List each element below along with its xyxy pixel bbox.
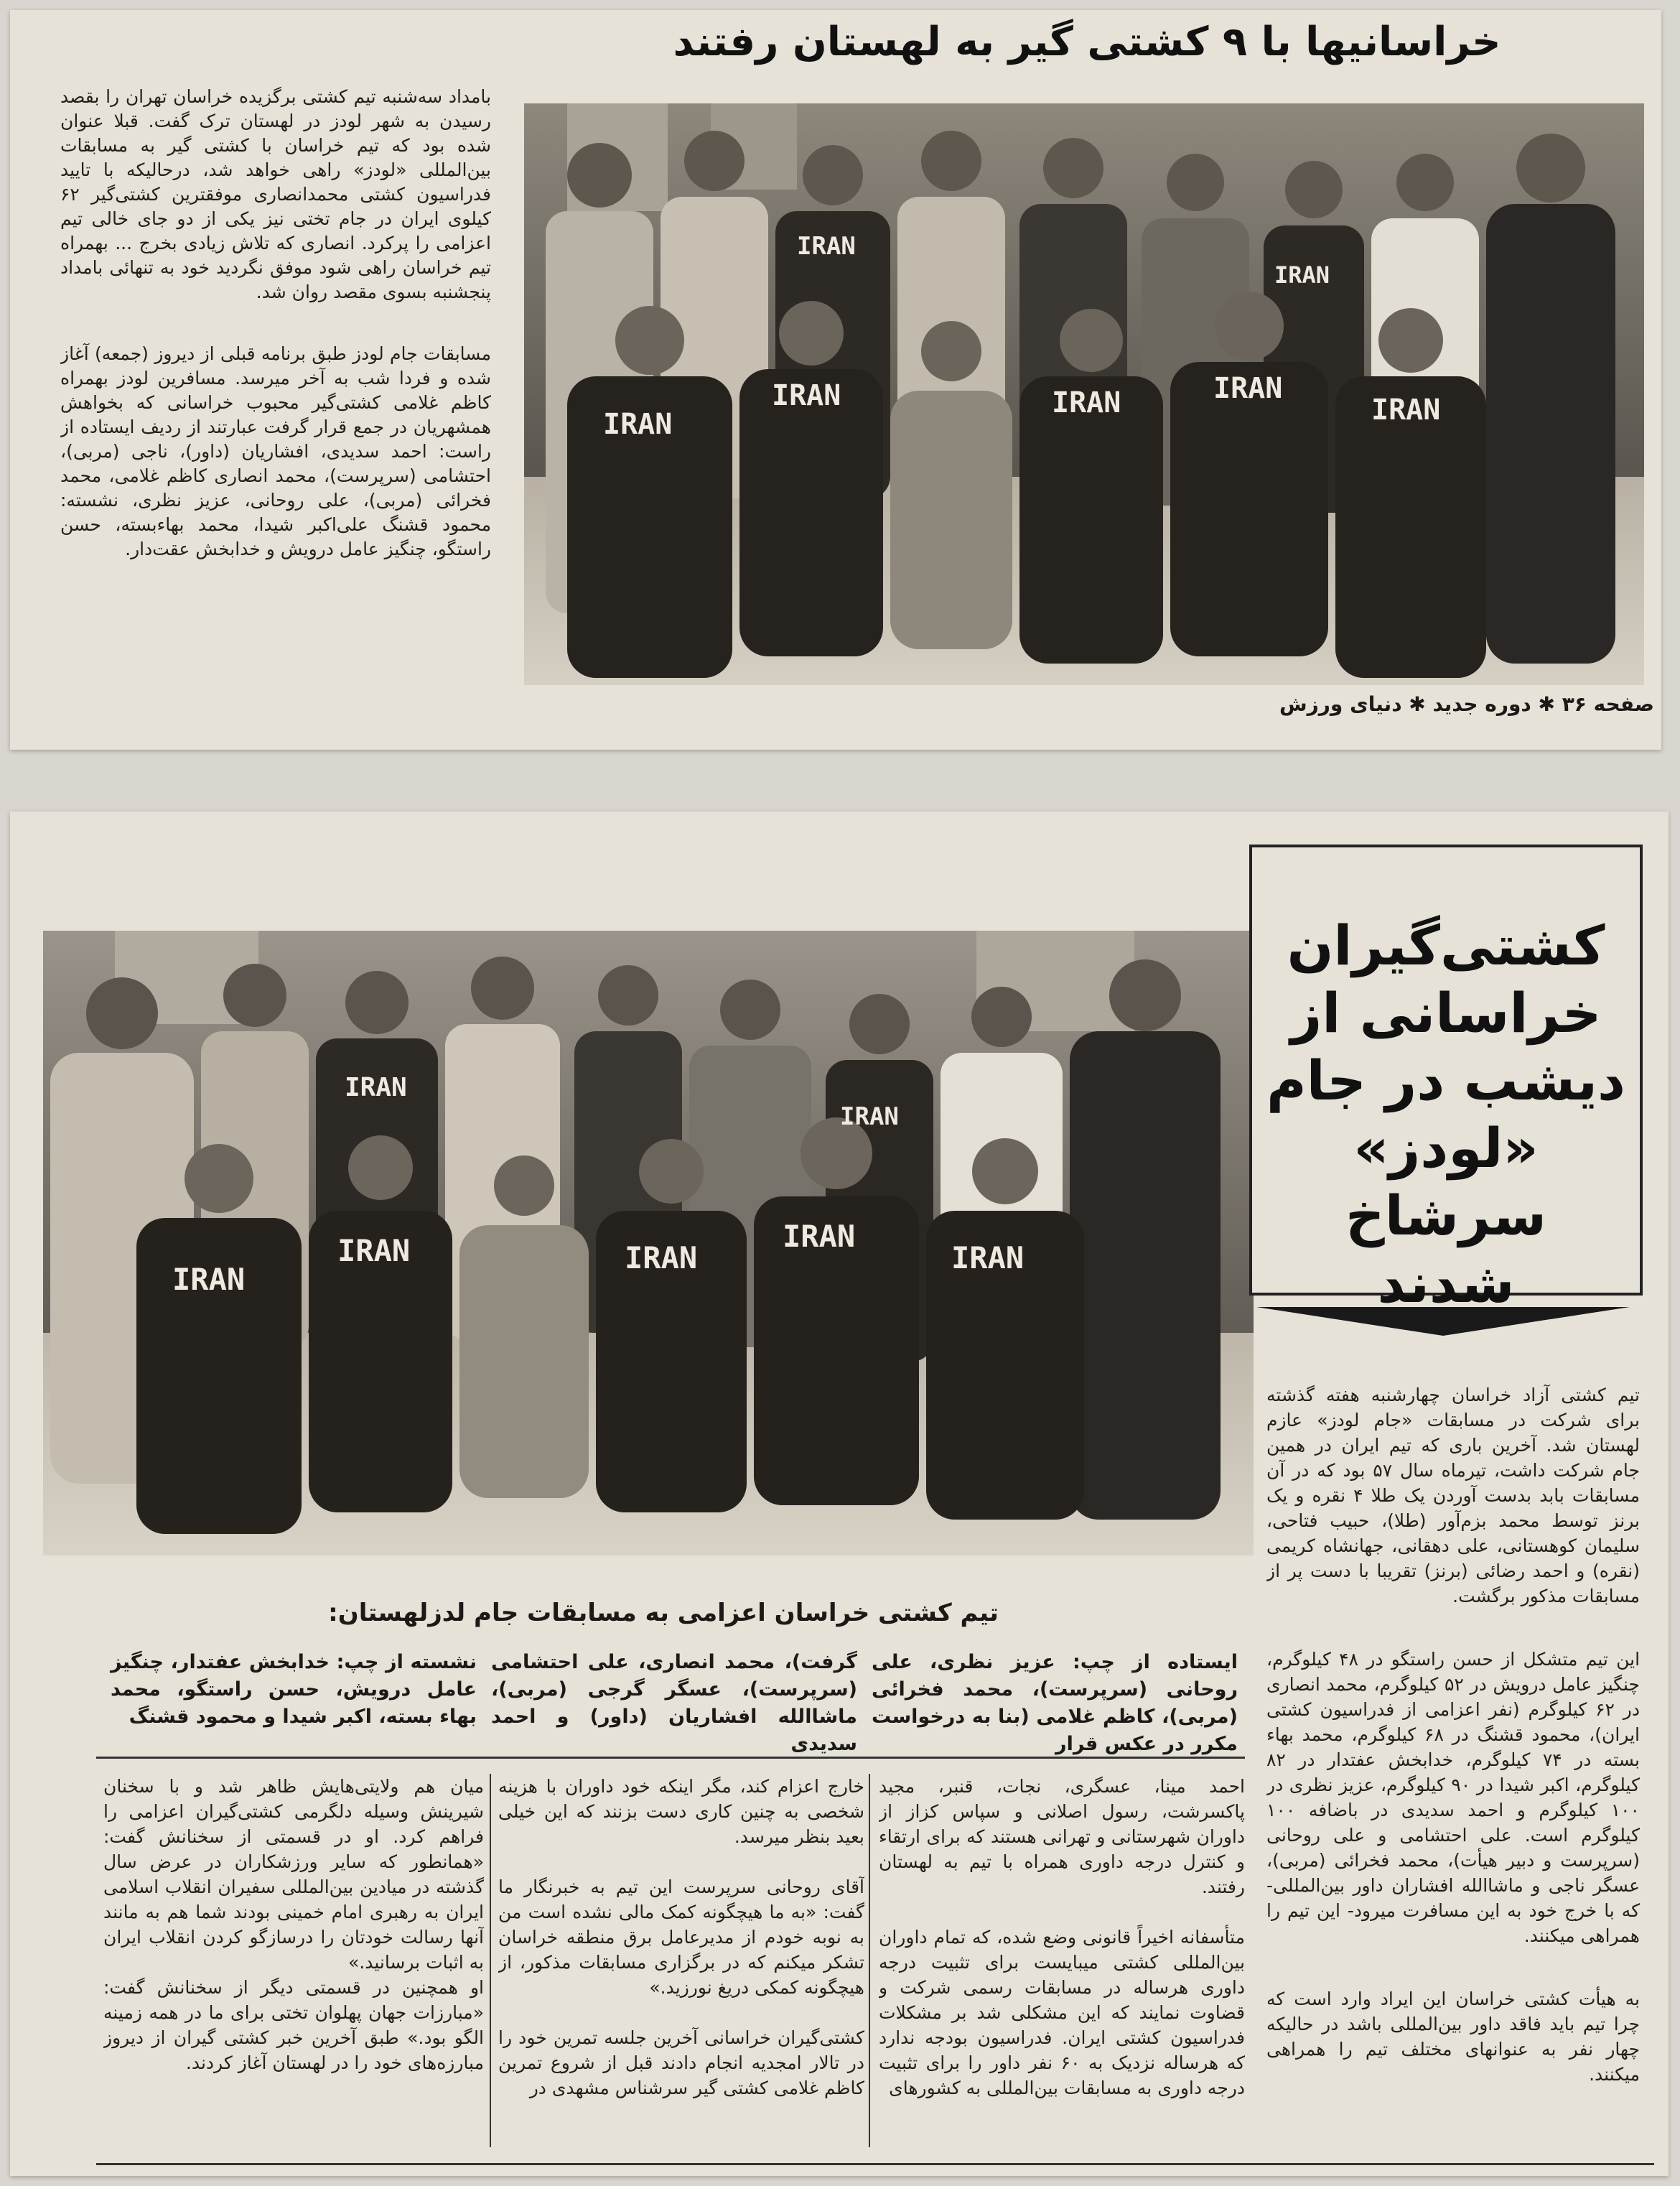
intro-paragraph-3: به هیأت کشتی خراسان این ایراد وارد است که چرا تیم باید فاقد داور بین‌المللی باشد در حالیکه چهار نفر به عنوانهای مختلف تیم را همراهی میکنند. [1266, 1989, 1640, 2085]
bottom-headline-line: شدند [1377, 1251, 1515, 1315]
team-photo-bottom-image [43, 931, 1254, 1555]
jersey-label: IRAN [840, 1102, 899, 1131]
column-divider [869, 1774, 870, 2147]
intro-paragraph-2: این تیم متشکل از حسن راستگو در ۴۸ کیلوگرم، چنگیز عامل درویش در ۵۲ کیلوگرم، محمد انصاری در ۶۲ کیلوگرم (نفر اعزامی از فدراسیون کشتی ایران)، محمود قشنگ در ۶۸ کیلوگرم، محمد بهاء بسته در ۷۴ کیلوگرم، خدابخش عفتدار در ۸۲ کیلوگرم، اکبر شیدا در ۹۰ کیلوگرم، عزیز نظری در ۱۰۰ کیلوگرم و احمد سدیدی در باضافه ۱۰۰ کیلوگرم است. علی احتشامی و علی روحانی (سرپرست و دبیر هیأت)، محمد فخرائی (مربی)، عسگر ناجی و ماشاالله افشاران داور بین‌المللی- که با خرج خود به این مسافرت میرود- این تیم را همراهی میکنند. [1266, 1649, 1640, 1946]
photo-caption-col-1: ایستاده از چپ: عزیز نظری، علی روحانی (سرپرست)، محمد فخرائی (مربی)، کاظم غلامی (بنا به درخواست مکرر در عکس قرار [872, 1651, 1238, 1755]
photo-caption-col-2: گرفت)، محمد انصاری، علی احتشامی (سرپرست)، عسگر گرجی (مربی)، ماشاالله افشاریان (داور) و احمد سدیدی [491, 1651, 857, 1755]
jersey-label: IRAN [1371, 394, 1441, 427]
top-paragraph-2: مسابقات جام لودز طبق برنامه قبلی از دیروز (جمعه) آغاز شده و فردا شب به آخر میرسد. مسافرین لودز بهمراه کاظم غلامی کشتی‌گیر محبوب خراسانی که بخواهش همشهریان در جمع قرار گرفت عبارتند از ردیف ایستاده از راست: احمد سدیدی، افشاریان (داور)، ناجی (مربی)، احتشامی (سرپرست)، محمد انصاری کاظم غلامی، محمد فخرائی (مربی)، علی روحانی، عزیز نظری، نشسته: محمود قشنگ علی‌اکبر شیدا، محمد بهاءبسته، حسن راستگو، چنگیز عامل درویش و خدابخش عقت‌دار. [60, 343, 491, 559]
top-page-footer: صفحه ۳۶ ✱ دوره جدید ✱ دنیای ورزش [1279, 692, 1654, 716]
bottom-clipping [10, 811, 1669, 2176]
bottom-headline-line: خراسانی از [1290, 981, 1602, 1045]
jersey-label: IRAN [783, 1219, 856, 1254]
jersey-label: IRAN [797, 232, 856, 261]
caption-divider [96, 1757, 1245, 1759]
photo-caption-title: تیم کشتی خراسان اعزامی به مسابقات جام لدزلهستان: [328, 1599, 999, 1627]
bottom-headline-line: دیشب در جام [1266, 1048, 1625, 1112]
jersey-label: IRAN [337, 1233, 411, 1268]
team-photo-top [524, 103, 1644, 685]
column-divider [490, 1774, 491, 2147]
team-photo-bottom [43, 931, 1254, 1555]
body-column-1: احمد مینا، عسگری، نجات، قنبر، مجید پاکسرشت، رسول اصلانی و سپاس کزاز از داوران شهرستانی و تهرانی هستند که برای ارتقاء و کنترل درجه داوری همراه با تیم به لهستان رفتند. متأسفانه اخیراً قانونی وضع شده، که تمام داوران بین‌المللی کشتی میبایست برای تثبیت درجه داوری هرساله در مسابقات رسمی شرکت و قضاوت نمایند که این مشکلی شد بر مشکلات فدراسیون کشتی ایران. فدراسیون بودجه ندارد که هرساله نزدیک به ۶۰ نفر داور را برای تثبیت درجه داوری به مسابقات بین‌المللی به کشورهای [879, 1776, 1245, 2098]
top-headline: خراسانیها با ۹ کشتی گیر به لهستان رفتند [673, 19, 1501, 65]
body-column-2: خارج اعزام کند، مگر اینکه خود داوران با هزینه شخصی به چنین کاری دست بزنند که این خیلی بعید بنظر میرسد. آقای روحانی سرپرست این تیم به خبرنگار ما گفت: «به ما هیچگونه کمک مالی نشده است من به نوبه خودم از مدیرعامل برق منطقه خراسان تشکر میکنم که در برگزاری مسابقات مذکور، از هیچگونه کمکی دریغ نورزید.» کشتی‌گیران خراسانی آخرین جلسه تمرین خود را در تالار امجدیه انجام دادند قبل از شروع تمرین کاظم غلامی کشتی گیر سرشناس مشهدی در [498, 1776, 864, 2098]
jersey-label: IRAN [951, 1240, 1025, 1275]
jersey-label: IRAN [172, 1262, 246, 1297]
bottom-border-rule [96, 2163, 1654, 2165]
top-clipping [10, 10, 1661, 750]
bottom-headline-box [1249, 845, 1643, 1315]
jersey-label: IRAN [1213, 372, 1283, 405]
intro-paragraph-1: تیم کشتی آزاد خراسان چهارشنبه هفته گذشته برای شرکت در مسابقات «جام لودز» عازم لهستان شد. آخرین باری که تیم ایران در همین جام شرکت داشت، تیرماه سال ۵۷ بود که در آن مسابقات بابد بدست آوردن یک طلا ۴ نقره و یک برنز توسط محمد بزم‌آور (طلا)، حبیب فتاحی، سلیمان کوهستانی، علی دهقانی، جهانشاه کریمی (نقره) و احمد رضائی (برنز) تقریبا با دست پر از مسابقات مذکور برگشت. [1266, 1385, 1640, 1606]
jersey-label: IRAN [1052, 386, 1121, 419]
jersey-label: IRAN [1274, 261, 1330, 289]
jersey-label: IRAN [603, 408, 673, 441]
bottom-headline-line: «لودز» سرشاخ [1345, 1116, 1547, 1247]
jersey-label: IRAN [345, 1073, 407, 1102]
top-paragraph-1: بامداد سه‌شنبه تیم کشتی برگزیده خراسان تهران را بقصد رسیدن به شهر لودز در لهستان ترک گفت. قبلا عنوان شده بود که تیم خراسان با کشتی گیر به مسابقات بین‌المللی «لودز» راهی خواهد شد، درحالیکه با تایید فدراسیون کشتی محمدانصاری موفقترین کشتی‌گیر ۶۲ کیلوی ایران در جام تختی نیز یکی از دو جای خالی تیم اعزامی را پرکرد. انصاری که تلاش زیادی بخرج ... بهمراه تیم خراسان راهی شود موفق نگردید خود به تنهائی بامداد پنجشنبه بسوی مقصد روان شد. [60, 86, 491, 302]
headline-arrow-divider [1256, 1307, 1630, 1336]
bottom-intro-column [1266, 1357, 1640, 2176]
body-column-3: میان هم ولایتی‌هایش ظاهر شد و با سخنان شیرینش وسیله دلگرمی کشتی‌گیران اعزامی را فراهم کرد. او در قسمتی از سخنانش گفت: «همانطور که سایر ورزشکاران در عرض سال گذشته در میادین بین‌المللی سفیران انقلاب اسلامی ایران به رهبری امام خمینی بودند شما هم به مانند آنها رسالت خودتان را درسازگو کردن انقلاب ایران به اثبات برسانید.» او همچنین در قسمتی دیگر از سخنانش گفت: «مبارزات جهان پهلوان تختی برای ما در همه زمینه الگو بود.» طبق آخرین خبر کشتی گیران از دیروز مبارزه‌های خود را در لهستان آغاز کردند. [103, 1776, 484, 2073]
bottom-headline-line: کشتی‌گیران [1287, 913, 1605, 977]
top-article-column [60, 60, 491, 692]
jersey-label: IRAN [625, 1240, 698, 1275]
team-photo-top-image [524, 103, 1644, 685]
jersey-label: IRAN [772, 379, 841, 412]
photo-caption-col-3: نشسته از چپ: خدابخش عفتدار، چنگیز عامل درویش، حسن راستگو، محمد بهاء بسته، اکبر شیدا و محمود قشنگ [111, 1651, 477, 1728]
bottom-headline [1252, 912, 1640, 1317]
